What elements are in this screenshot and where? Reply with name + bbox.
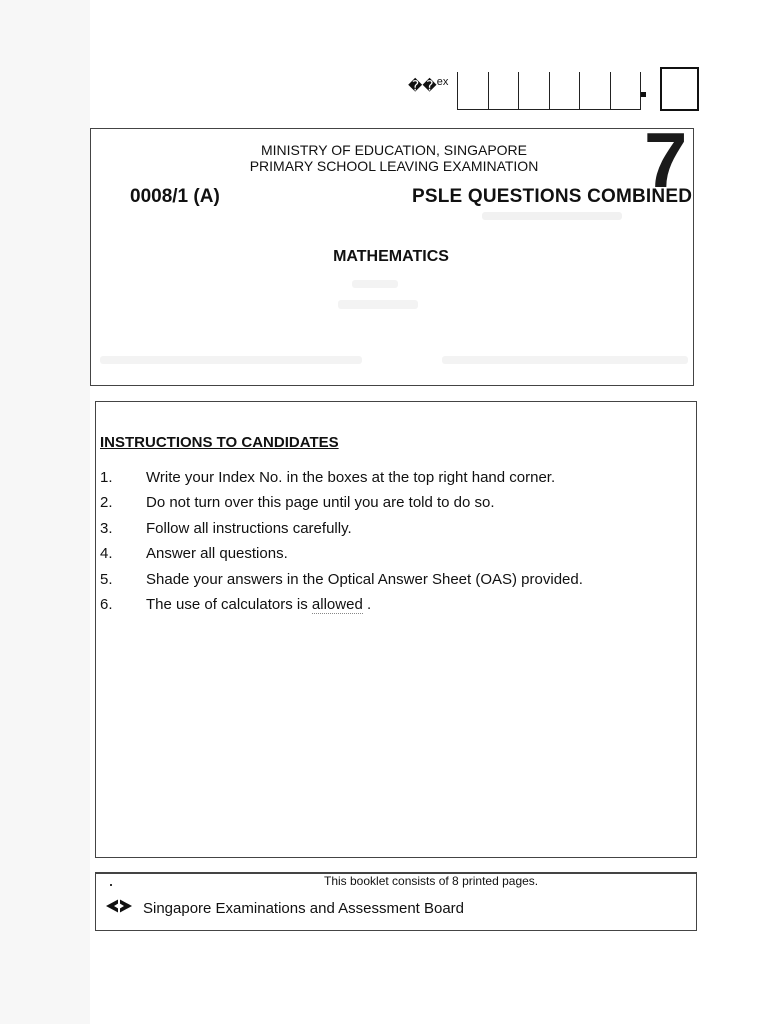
instruction-text [146, 592, 371, 617]
index-number-boxes [457, 72, 641, 110]
instruction-keyword: allowed [311, 596, 363, 614]
instruction-text: Answer all questions. [146, 545, 288, 563]
index-digit-box [457, 72, 488, 110]
show-through-mark [482, 212, 622, 220]
instruction-text-end: . [362, 596, 372, 614]
index-digit-box [579, 72, 610, 110]
index-digit-box [488, 72, 519, 110]
index-separator-dot [641, 92, 646, 97]
instruction-item [100, 516, 680, 541]
instruction-number: 6. [100, 596, 113, 614]
class-number-box [660, 67, 699, 111]
paper-code: 0008/1 (A) [130, 186, 220, 207]
index-digit-box [610, 72, 642, 110]
instruction-item [100, 490, 680, 515]
instruction-number: 5. [100, 570, 113, 588]
ministry-line-1: MINISTRY OF EDUCATION, SINGAPORE [260, 142, 528, 158]
instruction-text: Shade your answers in the Optical Answer Sheet (OAS) provided. [146, 570, 583, 588]
exam-cover-page [90, 0, 768, 1024]
ministry-line-2: PRIMARY SCHOOL LEAVING EXAMINATION [249, 158, 539, 174]
index-label: ��$^{ex}$ [408, 76, 449, 94]
index-digit-box [518, 72, 549, 110]
instruction-text-start: The use of calculators is [146, 596, 312, 614]
page-count-note: This booklet consists of 8 printed pages. [324, 874, 539, 888]
instruction-text: Follow all instructions carefully. [146, 519, 352, 537]
show-through-mark [100, 356, 362, 364]
instructions-heading: INSTRUCTIONS TO CANDIDATES [100, 434, 339, 451]
instruction-number: 4. [100, 545, 113, 563]
instruction-item [100, 592, 680, 617]
instruction-text: Write your Index No. in the boxes at the top right hand corner. [146, 469, 556, 486]
subject-title: MATHEMATICS [333, 248, 449, 265]
instruction-item [100, 465, 680, 490]
exam-board-name: Singapore Examinations and Assessment Board [143, 900, 465, 917]
seab-logo-icon [104, 898, 134, 914]
paper-title: PSLE QUESTIONS COMBINED [412, 186, 693, 207]
instruction-number: 2. [100, 494, 113, 512]
instruction-item [100, 541, 680, 566]
instructions-list [100, 465, 680, 617]
show-through-mark [352, 280, 398, 288]
index-digit-box [549, 72, 580, 110]
instruction-number: 1. [100, 469, 113, 486]
instruction-number: 3. [100, 519, 113, 537]
instruction-text: Do not turn over this page until you are told to do so. [146, 494, 495, 512]
corner-number: 7 [644, 116, 688, 204]
show-through-mark [338, 300, 418, 309]
instruction-item [100, 567, 680, 592]
ministry-heading [90, 142, 698, 174]
scan-speck [110, 884, 112, 886]
show-through-mark [442, 356, 688, 364]
